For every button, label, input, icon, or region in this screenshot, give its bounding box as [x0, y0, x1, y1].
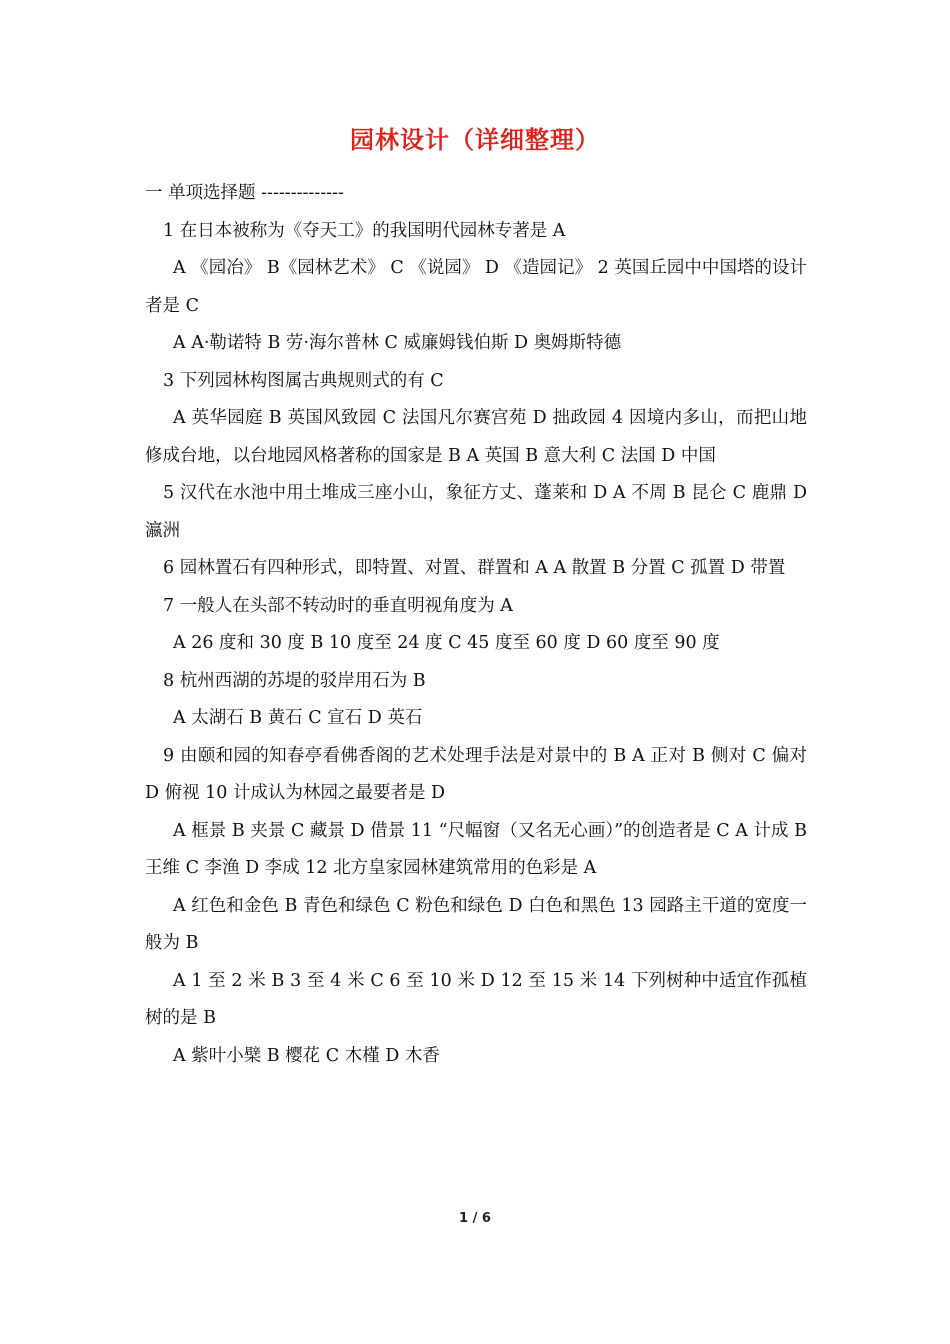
document-title: 园林设计（详细整理）: [350, 125, 600, 154]
paragraph-question-7: 7 一般人在头部不转动时的垂直明视角度为 A: [163, 595, 513, 616]
paragraph-question-3: 3 下列园林构图属古典规则式的有 C: [163, 370, 444, 391]
paragraph-question-8: 8 杭州西湖的苏堤的驳岸用石为 B: [163, 670, 426, 691]
section-heading: 一 单项选择题 --------------: [145, 183, 344, 203]
paragraph-options-8: A 太湖石 B 黄石 C 宣石 D 英石: [173, 708, 423, 728]
paragraph-options-3: A 英华园庭 B 英国风致园 C 法国凡尔赛宫苑 D 拙政园 4 因境内多山，而把山地修成台地，以台地园风格著称的国家是 B A 英国 B 意大利 C 法国 D 中国: [145, 408, 807, 466]
paragraph-options-2: A A·勒诺特 B 劳·海尔普林 C 威廉姆钱伯斯 D 奥姆斯特德: [173, 333, 622, 353]
paragraph-options-7: A 26 度和 30 度 B 10 度至 24 度 C 45 度至 60 度 D 60 度至 90 度: [173, 633, 720, 653]
paragraph-options-10: A 框景 B 夹景 C 藏景 D 借景 11 “尺幅窗（又名无心画）”的创造者是 C A 计成 B 王维 C 李渔 D 李成 12 北方皇家园林建筑常用的色彩是 A: [145, 820, 807, 878]
paragraph-options-12: A 红色和金色 B 青色和绿色 C 粉色和绿色 D 白色和黑色 13 园路主干道的宽度一般为 B: [145, 895, 807, 953]
paragraph-options-13: A 1 至 2 米 B 3 至 4 米 C 6 至 10 米 D 12 至 15 米 14 下列树种中适宜作孤植树的是 B: [145, 970, 807, 1028]
paragraph-options-14: A 紫叶小檗 B 樱花 C 木槿 D 木香: [173, 1045, 440, 1066]
paragraph-question-6: 6 园林置石有四种形式，即特置、对置、群置和 A A 散置 B 分置 C 孤置 D 带置: [163, 558, 786, 578]
paragraph-question-5: 5 汉代在水池中用土堆成三座小山，象征方丈、蓬莱和 D A 不周 B 昆仑 C 鹿鼎 D 瀛洲: [145, 483, 807, 541]
page-number: 1 / 6: [459, 1211, 491, 1226]
paragraph-options-1: A 《园冶》 B《园林艺术》 C 《说园》 D 《造园记》 2 英国丘园中中国塔的设计者是 C: [145, 258, 807, 316]
document-body: [145, 175, 807, 1075]
paragraph-question-9: 9 由颐和园的知春亭看佛香阁的艺术处理手法是对景中的 B A 正对 B 侧对 C 偏对 D 俯视 10 计成认为林园之最要者是 D: [145, 745, 807, 803]
paragraph-question-1: 1 在日本被称为《夺天工》的我国明代园林专著是 A: [163, 220, 566, 241]
